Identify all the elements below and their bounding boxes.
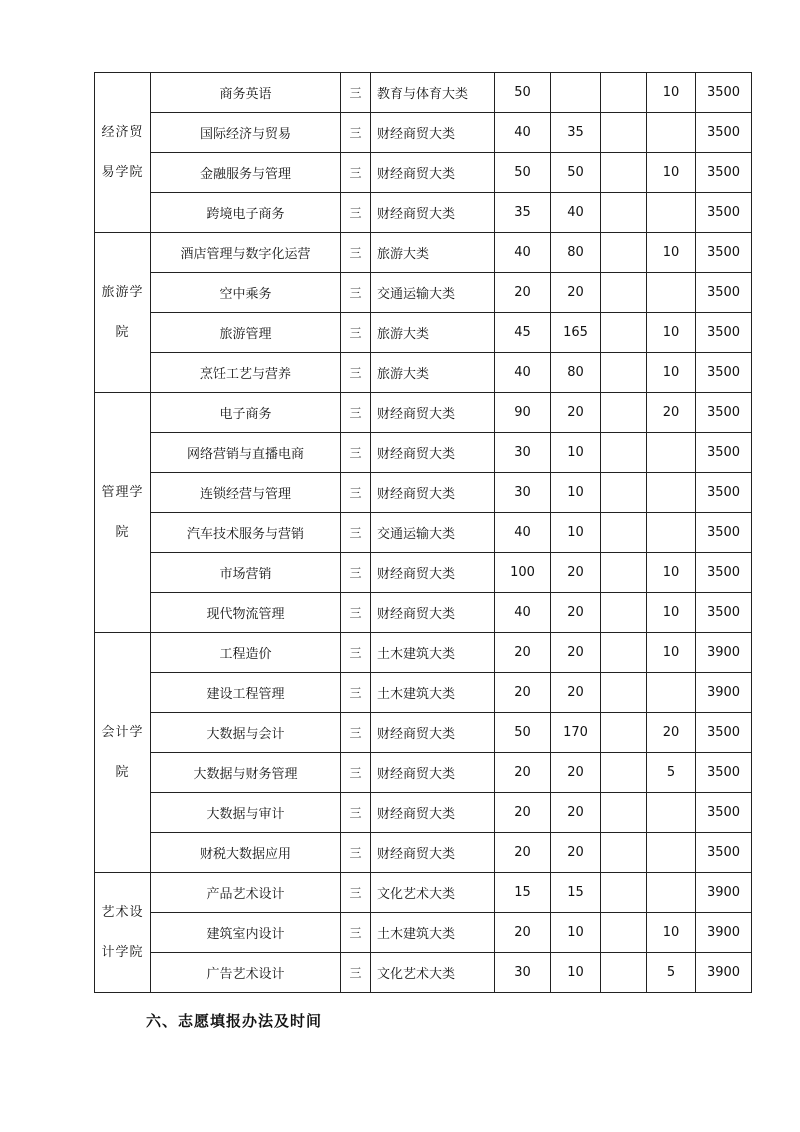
quota-cell-3 bbox=[601, 433, 647, 473]
category-cell: 财经商贸大类 bbox=[371, 833, 495, 873]
quota-cell-2: 80 bbox=[551, 353, 601, 393]
quota-cell-4: 20 bbox=[647, 713, 696, 753]
table-row bbox=[95, 73, 752, 113]
major-cell: 大数据与财务管理 bbox=[151, 753, 341, 793]
table-row bbox=[95, 713, 752, 753]
category-cell: 财经商贸大类 bbox=[371, 193, 495, 233]
duration-cell: 三 bbox=[341, 433, 371, 473]
table-row bbox=[95, 873, 752, 913]
major-cell: 市场营销 bbox=[151, 553, 341, 593]
quota-cell-1: 30 bbox=[495, 953, 551, 993]
quota-cell-3 bbox=[601, 233, 647, 273]
quota-cell-2: 10 bbox=[551, 433, 601, 473]
quota-cell-3 bbox=[601, 873, 647, 913]
major-cell: 建设工程管理 bbox=[151, 673, 341, 713]
quota-cell-2: 40 bbox=[551, 193, 601, 233]
table-row bbox=[95, 673, 752, 713]
category-cell: 文化艺术大类 bbox=[371, 953, 495, 993]
quota-cell-3 bbox=[601, 673, 647, 713]
quota-cell-2: 10 bbox=[551, 473, 601, 513]
tuition-cell: 3500 bbox=[696, 153, 752, 193]
duration-cell: 三 bbox=[341, 113, 371, 153]
quota-cell-4: 10 bbox=[647, 593, 696, 633]
major-cell: 跨境电子商务 bbox=[151, 193, 341, 233]
quota-cell-3 bbox=[601, 593, 647, 633]
quota-cell-2 bbox=[551, 73, 601, 113]
major-cell: 广告艺术设计 bbox=[151, 953, 341, 993]
quota-cell-3 bbox=[601, 353, 647, 393]
tuition-cell: 3500 bbox=[696, 713, 752, 753]
section-heading: 六、志愿填报办法及时间 bbox=[146, 1012, 323, 1030]
duration-cell: 三 bbox=[341, 393, 371, 433]
category-cell: 财经商贸大类 bbox=[371, 753, 495, 793]
quota-cell-1: 40 bbox=[495, 513, 551, 553]
quota-cell-3 bbox=[601, 153, 647, 193]
quota-cell-1: 40 bbox=[495, 233, 551, 273]
quota-cell-1: 20 bbox=[495, 673, 551, 713]
tuition-cell: 3500 bbox=[696, 353, 752, 393]
major-cell: 网络营销与直播电商 bbox=[151, 433, 341, 473]
college-cell: 经济贸易学院 bbox=[95, 73, 151, 233]
major-cell: 大数据与会计 bbox=[151, 713, 341, 753]
quota-cell-3 bbox=[601, 73, 647, 113]
duration-cell: 三 bbox=[341, 633, 371, 673]
table-row bbox=[95, 753, 752, 793]
duration-cell: 三 bbox=[341, 73, 371, 113]
table-row bbox=[95, 233, 752, 273]
duration-cell: 三 bbox=[341, 153, 371, 193]
quota-cell-1: 45 bbox=[495, 313, 551, 353]
quota-cell-1: 35 bbox=[495, 193, 551, 233]
table-row bbox=[95, 953, 752, 993]
quota-cell-2: 15 bbox=[551, 873, 601, 913]
quota-cell-4: 5 bbox=[647, 753, 696, 793]
major-cell: 商务英语 bbox=[151, 73, 341, 113]
quota-cell-2: 50 bbox=[551, 153, 601, 193]
quota-cell-4 bbox=[647, 793, 696, 833]
quota-cell-4: 10 bbox=[647, 233, 696, 273]
tuition-cell: 3500 bbox=[696, 833, 752, 873]
quota-cell-3 bbox=[601, 513, 647, 553]
quota-cell-1: 15 bbox=[495, 873, 551, 913]
quota-cell-2: 20 bbox=[551, 753, 601, 793]
college-cell: 管理学院 bbox=[95, 393, 151, 633]
quota-cell-4 bbox=[647, 833, 696, 873]
duration-cell: 三 bbox=[341, 833, 371, 873]
quota-cell-2: 20 bbox=[551, 833, 601, 873]
category-cell: 财经商贸大类 bbox=[371, 713, 495, 753]
quota-cell-4: 10 bbox=[647, 313, 696, 353]
quota-cell-3 bbox=[601, 833, 647, 873]
duration-cell: 三 bbox=[341, 913, 371, 953]
quota-cell-1: 90 bbox=[495, 393, 551, 433]
category-cell: 财经商贸大类 bbox=[371, 393, 495, 433]
quota-cell-1: 20 bbox=[495, 753, 551, 793]
table-row bbox=[95, 153, 752, 193]
table-row bbox=[95, 633, 752, 673]
category-cell: 旅游大类 bbox=[371, 353, 495, 393]
tuition-cell: 3500 bbox=[696, 233, 752, 273]
tuition-cell: 3500 bbox=[696, 113, 752, 153]
quota-cell-4: 10 bbox=[647, 73, 696, 113]
major-cell: 大数据与审计 bbox=[151, 793, 341, 833]
table-row bbox=[95, 513, 752, 553]
tuition-cell: 3900 bbox=[696, 953, 752, 993]
quota-cell-4: 10 bbox=[647, 153, 696, 193]
category-cell: 旅游大类 bbox=[371, 233, 495, 273]
quota-cell-3 bbox=[601, 473, 647, 513]
quota-cell-2: 20 bbox=[551, 793, 601, 833]
table-row bbox=[95, 113, 752, 153]
category-cell: 财经商贸大类 bbox=[371, 593, 495, 633]
table-row bbox=[95, 273, 752, 313]
duration-cell: 三 bbox=[341, 513, 371, 553]
quota-cell-3 bbox=[601, 193, 647, 233]
major-cell: 建筑室内设计 bbox=[151, 913, 341, 953]
quota-cell-1: 50 bbox=[495, 713, 551, 753]
quota-cell-1: 50 bbox=[495, 153, 551, 193]
category-cell: 财经商贸大类 bbox=[371, 153, 495, 193]
quota-cell-2: 35 bbox=[551, 113, 601, 153]
tuition-cell: 3500 bbox=[696, 193, 752, 233]
table-row bbox=[95, 793, 752, 833]
quota-cell-3 bbox=[601, 273, 647, 313]
enrollment-table-body bbox=[95, 73, 752, 993]
tuition-cell: 3500 bbox=[696, 273, 752, 313]
category-cell: 财经商贸大类 bbox=[371, 473, 495, 513]
quota-cell-1: 20 bbox=[495, 913, 551, 953]
category-cell: 交通运输大类 bbox=[371, 273, 495, 313]
table-row bbox=[95, 473, 752, 513]
college-cell: 会计学院 bbox=[95, 633, 151, 873]
quota-cell-1: 40 bbox=[495, 353, 551, 393]
tuition-cell: 3500 bbox=[696, 313, 752, 353]
tuition-cell: 3500 bbox=[696, 593, 752, 633]
quota-cell-3 bbox=[601, 753, 647, 793]
quota-cell-1: 40 bbox=[495, 593, 551, 633]
major-cell: 工程造价 bbox=[151, 633, 341, 673]
major-cell: 烹饪工艺与营养 bbox=[151, 353, 341, 393]
category-cell: 土木建筑大类 bbox=[371, 913, 495, 953]
duration-cell: 三 bbox=[341, 313, 371, 353]
table-row bbox=[95, 833, 752, 873]
category-cell: 财经商贸大类 bbox=[371, 793, 495, 833]
quota-cell-2: 165 bbox=[551, 313, 601, 353]
quota-cell-4 bbox=[647, 873, 696, 913]
table-row bbox=[95, 313, 752, 353]
enrollment-table bbox=[94, 72, 752, 993]
major-cell: 国际经济与贸易 bbox=[151, 113, 341, 153]
duration-cell: 三 bbox=[341, 673, 371, 713]
quota-cell-1: 20 bbox=[495, 633, 551, 673]
table-row bbox=[95, 553, 752, 593]
tuition-cell: 3500 bbox=[696, 433, 752, 473]
major-cell: 产品艺术设计 bbox=[151, 873, 341, 913]
quota-cell-4 bbox=[647, 433, 696, 473]
duration-cell: 三 bbox=[341, 873, 371, 913]
quota-cell-2: 10 bbox=[551, 513, 601, 553]
quota-cell-1: 30 bbox=[495, 473, 551, 513]
duration-cell: 三 bbox=[341, 553, 371, 593]
tuition-cell: 3900 bbox=[696, 673, 752, 713]
quota-cell-2: 20 bbox=[551, 633, 601, 673]
table-row bbox=[95, 353, 752, 393]
major-cell: 金融服务与管理 bbox=[151, 153, 341, 193]
major-cell: 现代物流管理 bbox=[151, 593, 341, 633]
quota-cell-2: 80 bbox=[551, 233, 601, 273]
quota-cell-4: 5 bbox=[647, 953, 696, 993]
table-row bbox=[95, 393, 752, 433]
quota-cell-3 bbox=[601, 713, 647, 753]
tuition-cell: 3500 bbox=[696, 393, 752, 433]
quota-cell-4: 10 bbox=[647, 553, 696, 593]
quota-cell-1: 100 bbox=[495, 553, 551, 593]
quota-cell-2: 170 bbox=[551, 713, 601, 753]
table-row bbox=[95, 593, 752, 633]
quota-cell-4 bbox=[647, 513, 696, 553]
major-cell: 汽车技术服务与营销 bbox=[151, 513, 341, 553]
table-row bbox=[95, 913, 752, 953]
quota-cell-2: 20 bbox=[551, 673, 601, 713]
quota-cell-4: 10 bbox=[647, 913, 696, 953]
duration-cell: 三 bbox=[341, 193, 371, 233]
tuition-cell: 3900 bbox=[696, 873, 752, 913]
duration-cell: 三 bbox=[341, 273, 371, 313]
quota-cell-2: 20 bbox=[551, 393, 601, 433]
tuition-cell: 3900 bbox=[696, 633, 752, 673]
quota-cell-3 bbox=[601, 633, 647, 673]
quota-cell-3 bbox=[601, 793, 647, 833]
category-cell: 财经商贸大类 bbox=[371, 433, 495, 473]
category-cell: 土木建筑大类 bbox=[371, 673, 495, 713]
college-cell: 旅游学院 bbox=[95, 233, 151, 393]
duration-cell: 三 bbox=[341, 753, 371, 793]
category-cell: 交通运输大类 bbox=[371, 513, 495, 553]
quota-cell-1: 20 bbox=[495, 273, 551, 313]
table-row bbox=[95, 193, 752, 233]
tuition-cell: 3500 bbox=[696, 73, 752, 113]
college-cell: 艺术设计学院 bbox=[95, 873, 151, 993]
quota-cell-4: 10 bbox=[647, 353, 696, 393]
major-cell: 空中乘务 bbox=[151, 273, 341, 313]
quota-cell-3 bbox=[601, 953, 647, 993]
duration-cell: 三 bbox=[341, 953, 371, 993]
duration-cell: 三 bbox=[341, 713, 371, 753]
major-cell: 电子商务 bbox=[151, 393, 341, 433]
quota-cell-4 bbox=[647, 473, 696, 513]
quota-cell-1: 50 bbox=[495, 73, 551, 113]
major-cell: 酒店管理与数字化运营 bbox=[151, 233, 341, 273]
tuition-cell: 3500 bbox=[696, 793, 752, 833]
quota-cell-1: 40 bbox=[495, 113, 551, 153]
major-cell: 财税大数据应用 bbox=[151, 833, 341, 873]
quota-cell-4 bbox=[647, 273, 696, 313]
quota-cell-2: 10 bbox=[551, 913, 601, 953]
duration-cell: 三 bbox=[341, 353, 371, 393]
quota-cell-3 bbox=[601, 913, 647, 953]
major-cell: 旅游管理 bbox=[151, 313, 341, 353]
table-row bbox=[95, 433, 752, 473]
quota-cell-2: 20 bbox=[551, 273, 601, 313]
quota-cell-4 bbox=[647, 673, 696, 713]
quota-cell-3 bbox=[601, 113, 647, 153]
category-cell: 旅游大类 bbox=[371, 313, 495, 353]
quota-cell-3 bbox=[601, 553, 647, 593]
duration-cell: 三 bbox=[341, 593, 371, 633]
quota-cell-4: 20 bbox=[647, 393, 696, 433]
tuition-cell: 3500 bbox=[696, 513, 752, 553]
quota-cell-4 bbox=[647, 193, 696, 233]
quota-cell-4: 10 bbox=[647, 633, 696, 673]
category-cell: 教育与体育大类 bbox=[371, 73, 495, 113]
quota-cell-1: 20 bbox=[495, 793, 551, 833]
quota-cell-3 bbox=[601, 313, 647, 353]
quota-cell-1: 30 bbox=[495, 433, 551, 473]
quota-cell-4 bbox=[647, 113, 696, 153]
category-cell: 财经商贸大类 bbox=[371, 553, 495, 593]
tuition-cell: 3900 bbox=[696, 913, 752, 953]
category-cell: 财经商贸大类 bbox=[371, 113, 495, 153]
duration-cell: 三 bbox=[341, 793, 371, 833]
quota-cell-2: 20 bbox=[551, 553, 601, 593]
quota-cell-1: 20 bbox=[495, 833, 551, 873]
category-cell: 文化艺术大类 bbox=[371, 873, 495, 913]
tuition-cell: 3500 bbox=[696, 753, 752, 793]
quota-cell-3 bbox=[601, 393, 647, 433]
major-cell: 连锁经营与管理 bbox=[151, 473, 341, 513]
quota-cell-2: 20 bbox=[551, 593, 601, 633]
quota-cell-2: 10 bbox=[551, 953, 601, 993]
tuition-cell: 3500 bbox=[696, 553, 752, 593]
duration-cell: 三 bbox=[341, 233, 371, 273]
category-cell: 土木建筑大类 bbox=[371, 633, 495, 673]
tuition-cell: 3500 bbox=[696, 473, 752, 513]
duration-cell: 三 bbox=[341, 473, 371, 513]
